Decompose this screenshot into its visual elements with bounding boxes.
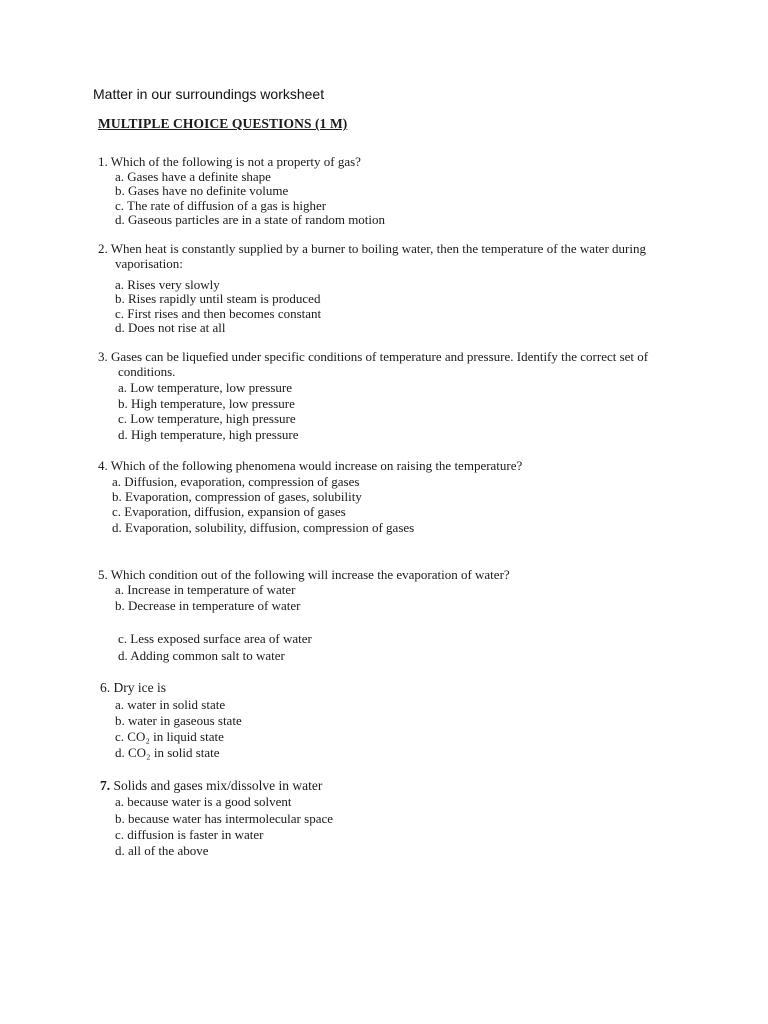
- question-5-text: [98, 567, 510, 582]
- question-text-line: conditions.: [118, 364, 176, 379]
- question-text-line: Which condition out of the following will increase the evaporation of water?: [110, 567, 510, 582]
- question-text-line: vaporisation:: [115, 256, 183, 271]
- option-b: b. High temperature, low pressure: [118, 396, 295, 411]
- option-b: b. Decrease in temperature of water: [115, 598, 301, 613]
- option-a: a. water in solid state: [115, 697, 226, 712]
- question-3-text: [98, 349, 648, 364]
- question-text-line: Which of the following is not a property of gas?: [110, 154, 361, 169]
- question-text-line: Gases can be liquefied under specific conditions of temperature and pressure. Identify the correct set of: [111, 349, 649, 364]
- option-a: a. Increase in temperature of water: [115, 582, 296, 597]
- option-c: c. First rises and then becomes constant: [115, 306, 322, 321]
- question-text-line: Dry ice is: [113, 680, 166, 695]
- worksheet-title: Matter in our surroundings worksheet: [93, 86, 325, 102]
- option-c: c. CO₂ in liquid state: [115, 729, 224, 744]
- option-b: b. Rises rapidly until steam is produced: [115, 291, 321, 306]
- option-c: c. Low temperature, high pressure: [118, 411, 296, 426]
- question-number: 1.: [98, 154, 108, 169]
- option-d: d. CO₂ in solid state: [115, 745, 220, 760]
- option-c: c. The rate of diffusion of a gas is higher: [115, 198, 327, 213]
- option-c: c. Evaporation, diffusion, expansion of gases: [112, 504, 346, 519]
- question-number: 2.: [98, 241, 108, 256]
- question-number: 6.: [100, 680, 111, 695]
- question-6-text: [100, 680, 166, 695]
- option-a: a. because water is a good solvent: [115, 794, 292, 809]
- option-b: b. because water has intermolecular space: [115, 811, 334, 826]
- option-a: a. Gases have a definite shape: [115, 169, 271, 184]
- option-a: a. Low temperature, low pressure: [118, 380, 292, 395]
- question-4-text: [98, 458, 522, 473]
- question-1-text: [98, 154, 361, 169]
- option-d: d. Does not rise at all: [115, 320, 226, 335]
- option-d: d. all of the above: [115, 843, 209, 858]
- option-c: c. diffusion is faster in water: [115, 827, 264, 842]
- option-a: a. Diffusion, evaporation, compression of gases: [112, 474, 360, 489]
- section-heading: MULTIPLE CHOICE QUESTIONS (1 M): [98, 116, 348, 131]
- option-d: d. Evaporation, solubility, diffusion, compression of gases: [112, 520, 415, 535]
- option-d: d. Adding common salt to water: [118, 648, 285, 663]
- question-number: 4.: [98, 458, 108, 473]
- question-text-line: Solids and gases mix/dissolve in water: [113, 778, 323, 793]
- option-d: d. High temperature, high pressure: [118, 427, 299, 442]
- option-b: b. Evaporation, compression of gases, solubility: [112, 489, 362, 504]
- question-number: 7.: [100, 778, 111, 793]
- question-7-text: [100, 778, 322, 793]
- option-b: b. water in gaseous state: [115, 713, 242, 728]
- question-text-line: Which of the following phenomena would increase on raising the temperature?: [110, 458, 523, 473]
- question-text-line: When heat is constantly supplied by a burner to boiling water, then the temperature of the water during: [110, 241, 646, 256]
- option-d: d. Gaseous particles are in a state of random motion: [115, 212, 386, 227]
- question-number: 3.: [98, 349, 108, 364]
- option-c: c. Less exposed surface area of water: [118, 631, 312, 646]
- question-2-text: [98, 241, 646, 256]
- question-number: 5.: [98, 567, 108, 582]
- option-b: b. Gases have no definite volume: [115, 183, 289, 198]
- option-a: a. Rises very slowly: [115, 277, 220, 292]
